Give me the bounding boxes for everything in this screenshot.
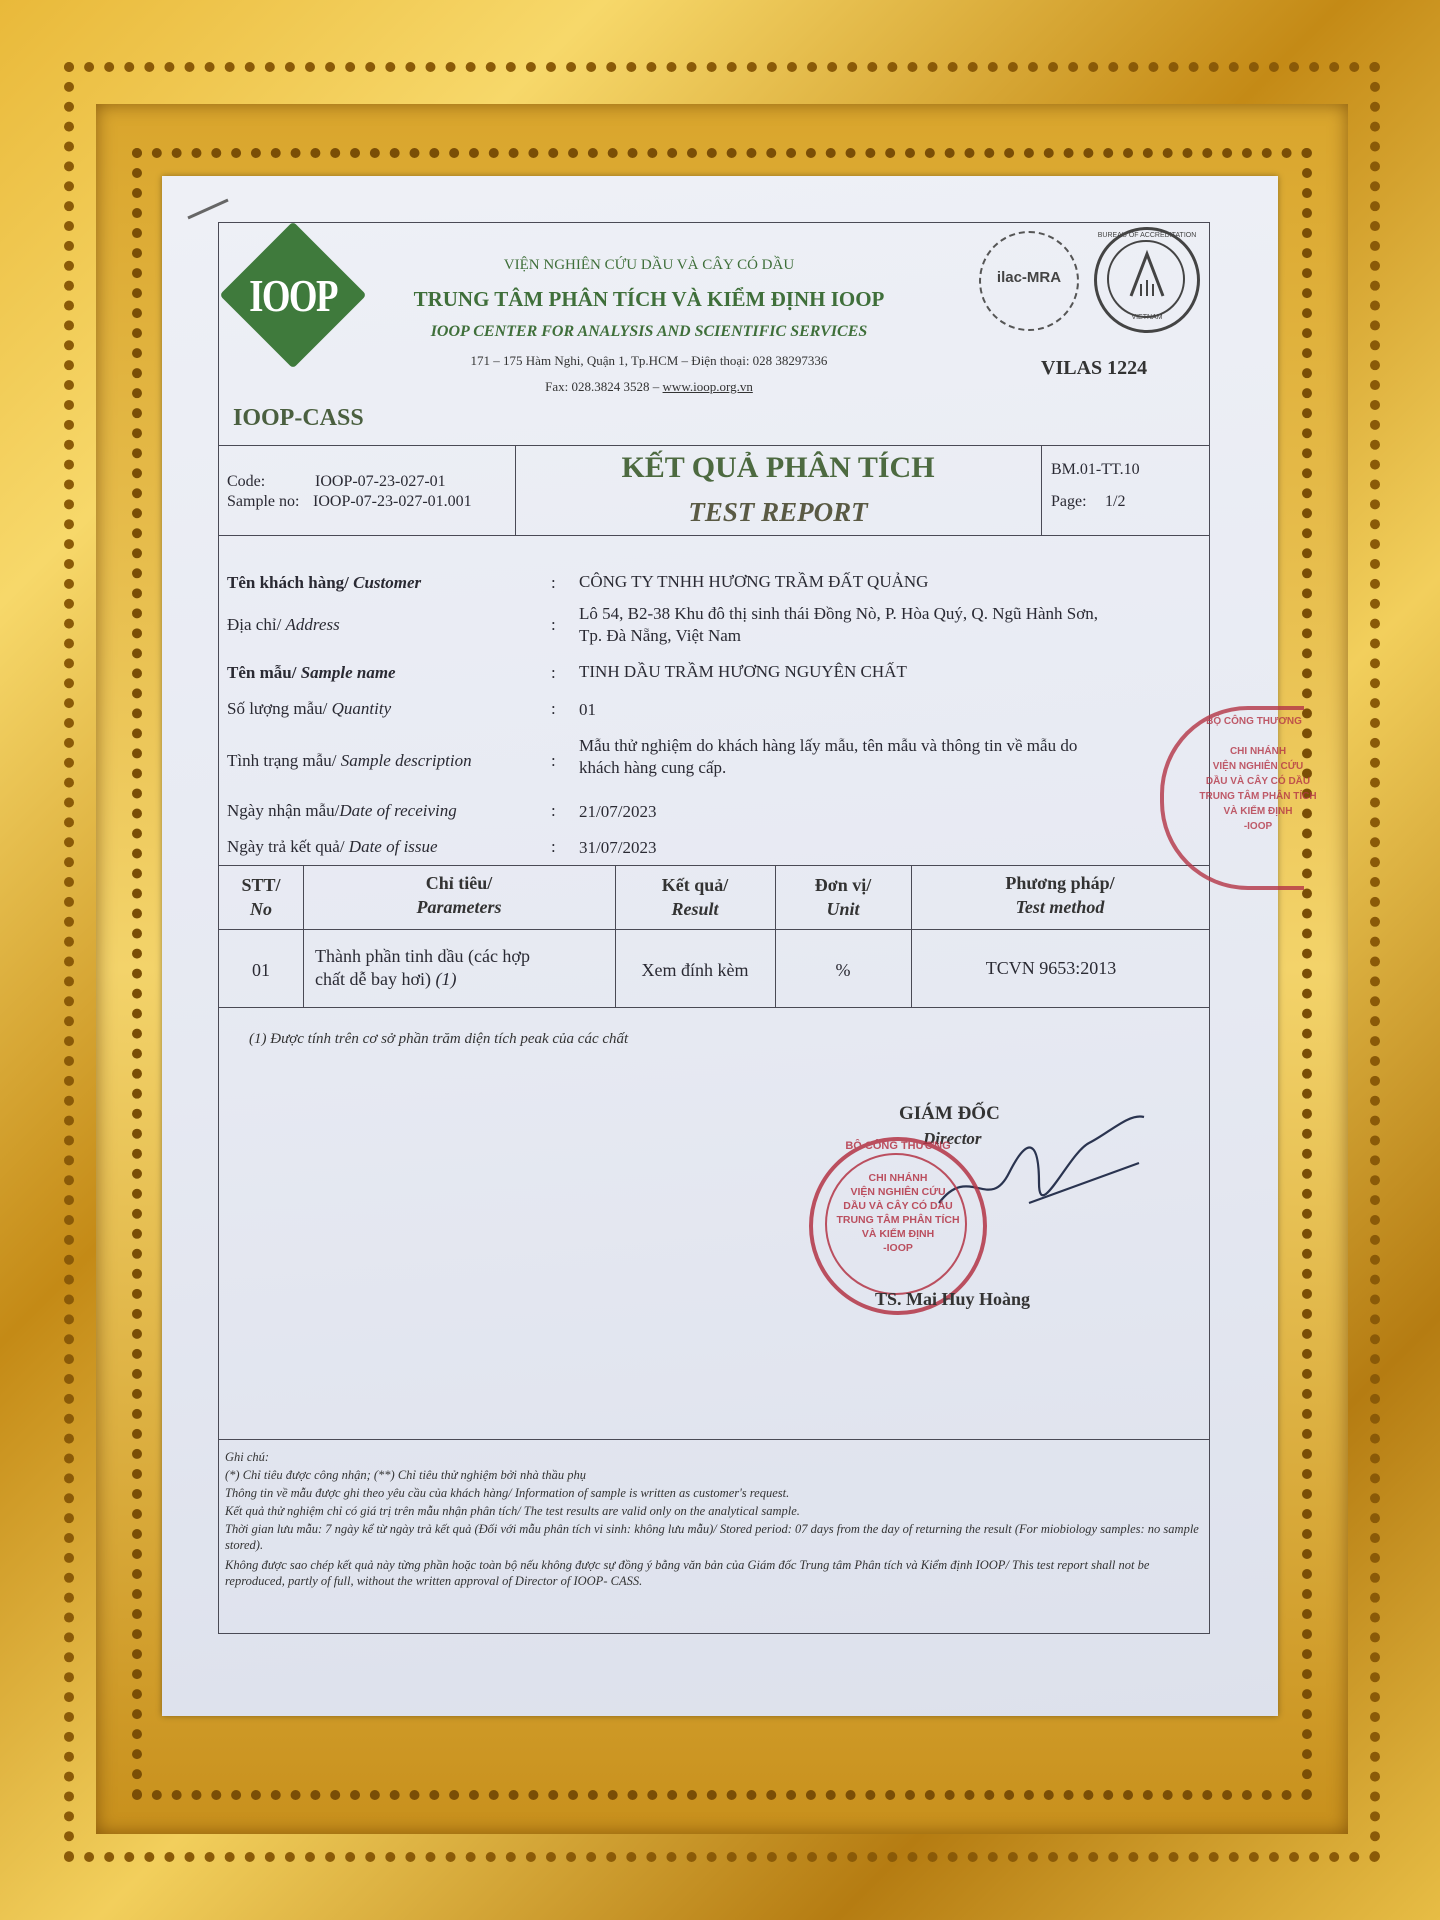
notes-title: Ghi chú:: [225, 1450, 270, 1464]
info-label-address: Địa chỉ/ Address: [227, 615, 340, 634]
form-code: BM.01-TT.10: [1051, 461, 1140, 478]
table-cell-method: TCVN 9653:2013: [985, 958, 1117, 978]
code-value: IOOP-07-23-027-01: [315, 473, 446, 490]
bureau-of-accreditation-logo: [1094, 227, 1200, 333]
ilac-mra-text: ilac-MRA: [996, 269, 1062, 286]
info-label-date-receiving: Ngày nhận mẫu/Date of receiving: [227, 801, 457, 820]
page-label: Page:: [1051, 493, 1087, 510]
logo-text: IOOP: [249, 270, 337, 321]
table-cell-result: Xem đính kèm: [641, 960, 749, 980]
notes-line-4: Thời gian lưu mẫu: 7 ngày kể từ ngày trả kết quả (Đối với mẫu phân tích vi sinh: không lưu mẫu)/ Stored period: 07 days from the day of returning the result (For miobiology samples: no sample stored).: [225, 1522, 1199, 1552]
info-value-customer: CÔNG TY TNHH HƯƠNG TRẦM ĐẤT QUẢNG: [579, 572, 929, 591]
edge-stamp-center-text: CHI NHÁNH VIỆN NGHIÊN CỨU DẦU VÀ CÂY CÓ DẦU TRUNG TÂM PHÂN TÍCH VÀ KIỂM ĐỊNH -IOOP: [1199, 746, 1317, 832]
notes-line-3: Kết quả thử nghiệm chỉ có giá trị trên mẫu nhận phân tích/ The test results are valid only on the analytical sample.: [225, 1504, 800, 1518]
center-name-en: IOOP CENTER FOR ANALYSIS AND SCIENTIFIC SERVICES: [430, 323, 868, 340]
pencil-mark-icon: [184, 194, 234, 224]
notes-line-5: Không được sao chép kết quả này từng phần hoặc toàn bộ nếu không được sự đồng ý bằng văn bản của Giám đốc Trung tâm Phân tích và Kiểm định IOOP/ This test report shall not be reproduced, partly of full, without the written approval of Director of IOOP- CASS.: [225, 1558, 1150, 1588]
center-address: 171 – 175 Hàm Nghi, Quận 1, Tp.HCM – Điện thoại: 028 38297336: [470, 353, 828, 368]
director-name: TS. Mai Huy Hoàng: [875, 1289, 1031, 1309]
accreditation-triangle-icon: [1127, 250, 1167, 300]
notes-line-2: Thông tin về mẫu được ghi theo yêu cầu của khách hàng/ Information of sample is written as customer's request.: [225, 1486, 790, 1500]
fax-number: Fax: 028.3824 3528 –: [545, 379, 663, 394]
institute-name: VIỆN NGHIÊN CỨU DẦU VÀ CÂY CÓ DẦU: [503, 257, 795, 273]
code-label: Code:: [227, 473, 266, 490]
table-header-no: STT/ No: [241, 875, 281, 919]
ioop-cass-label: IOOP-CASS: [233, 405, 364, 431]
report-title-vi: KẾT QUẢ PHÂN TÍCH: [621, 451, 935, 484]
table-footnote: (1) Được tính trên cơ sở phần trăm diện tích peak của các chất: [249, 1031, 629, 1047]
info-label-sample-description: Tình trạng mẫu/ Sample description: [227, 751, 472, 770]
center-name-vi: TRUNG TÂM PHÂN TÍCH VÀ KIỂM ĐỊNH IOOP: [413, 287, 885, 311]
boa-ring-text: BUREAU OF ACCREDITATION: [1097, 232, 1197, 239]
table-cell-unit: %: [835, 960, 851, 980]
table-header-test-method: Phương pháp/ Test method: [1005, 873, 1115, 917]
table-header-unit: Đơn vị/ Unit: [814, 875, 872, 919]
sample-no-value: IOOP-07-23-027-01.001: [313, 493, 472, 510]
edge-stamp-ring-text: BỘ CÔNG THƯƠNG: [1206, 716, 1302, 727]
sample-no-label: Sample no:: [227, 493, 300, 510]
page-value: 1/2: [1105, 493, 1126, 510]
info-label-date-issue: Ngày trả kết quả/ Date of issue: [227, 837, 438, 856]
info-value-sample-description: Mẫu thử nghiệm do khách hàng lấy mẫu, tên mẫu và thông tin về mẫu do khách hàng cung cấp.: [579, 736, 1078, 777]
info-label-sample-name: Tên mẫu/ Sample name: [227, 663, 396, 682]
info-value-date-receiving: 21/07/2023: [579, 802, 657, 821]
notes-line-1: (*) Chỉ tiêu được công nhận; (**) Chỉ tiêu thử nghiệm bởi nhà thầu phụ: [225, 1468, 586, 1482]
info-label-quantity: Số lượng mẫu/ Quantity: [227, 699, 392, 718]
info-value-sample-name: TINH DẦU TRẦM HƯƠNG NGUYÊN CHẤT: [579, 662, 907, 681]
stamp-ring-text: BỘ CÔNG THƯƠNG: [845, 1140, 951, 1152]
info-value-date-issue: 31/07/2023: [579, 838, 657, 857]
vilas-number: VILAS 1224: [1041, 357, 1148, 379]
stamp-center-text: CHI NHÁNH VIỆN NGHIÊN CỨU DẦU VÀ CÂY CÓ DẦU TRUNG TÂM PHÂN TÍCH VÀ KIỂM ĐỊNH -IOOP: [836, 1172, 960, 1254]
table-cell-no: 01: [252, 960, 270, 980]
info-value-quantity: 01: [579, 700, 596, 719]
ilac-mra-logo: [979, 231, 1079, 331]
director-title-vi: GIÁM ĐỐC: [899, 1103, 1000, 1124]
report-title-en: TEST REPORT: [688, 497, 868, 527]
center-fax-line: [339, 379, 959, 395]
table-header-result: Kết quả/ Result: [661, 875, 729, 919]
info-label-customer: Tên khách hàng/ Customer: [227, 573, 422, 592]
table-cell-parameter: Thành phần tinh dầu (các hợp chất dễ bay hơi) (1): [315, 946, 530, 989]
table-header-parameters: Chỉ tiêu/ Parameters: [416, 873, 502, 917]
director-title-en: Director: [923, 1129, 982, 1148]
info-value-address: Lô 54, B2-38 Khu đô thị sinh thái Đồng Nò, P. Hòa Quý, Q. Ngũ Hành Sơn, Tp. Đà Nẵng, Việt Nam: [579, 604, 1098, 645]
test-report-document: IOOP VIỆN NGHIÊN CỨU DẦU VÀ CÂY CÓ DẦU TRUNG TÂM PHÂN TÍCH VÀ KIỂM ĐỊNH IOOP IOOP CENTER FOR ANALYSIS AND SCIENTIFIC SERVICES 171 – 175 Hàm Nghi, Quận 1, Tp.HCM – Điện thoại: 028 38297336 Fax: 028.3824 3528 – www.ioop.org.vn IOOP-CASS ilac-MRA BUREAU OF ACCREDITATION VIETNAM VILAS 1224 Code: IOOP-07-23-027-01 Sample no: IOOP-07-23-027-01.001 KẾT QUẢ PHÂN TÍCH TEST REPORT BM.01-TT.10 Page: 1/2 Tên khách hàng/ Customer : CÔNG TY TNHH HƯƠNG TRẦM ĐẤT QUẢNG Địa chỉ/ Address : Lô 54, B2-38 Khu đô thị sinh thái Đồng Nò, P. Hòa Quý, Q. Ngũ Hành Sơn, Tp. Đà Nẵng, Việt Nam Tên mẫu/ Sample name : TINH DẦU TRẦM HƯƠNG NGUYÊN CHẤT Số lượng mẫu/ Quantity : 01 Tình trạng mẫu/ Sample description : Mẫu thử nghiệm do khách hàng lấy mẫu, tên mẫu và thông tin về mẫu do khách hàng cung cấp. Ngày nhận mẫu/Date of receiving : 21/07/2023 Ngày trả kết quả/ Date of issue : 31/07/2023 STT/ No Chỉ tiêu/ Parameters Kết quả/ Result Đơn vị/ Unit Phương pháp/ Test method 01 Thành phần tinh dầu (các hợp chất dễ bay hơi) (1) Xem đính kèm % TCVN 9653:2013 (1) Được tính trên cơ sở phần trăm diện tích peak của các chất GIÁM ĐỐC Director BỘ CÔNG THƯƠNG CHI NHÁNH VIỆN NGHIÊN CỨU DẦU VÀ CÂY CÓ DẦU TRUNG TÂM PHÂN TÍCH VÀ KIỂM ĐỊNH -IOOP TS. Mai Huy Hoàng Ghi chú: (*) Chỉ tiêu được công nhận; (**) Chỉ tiêu thử nghiệm bởi nhà thầu phụ Thông tin về mẫu được ghi theo yêu cầu của khách hàng/ Information of sample is written as customer's request. Kết quả thử nghiệm chỉ có giá trị trên mẫu nhận phân tích/ The test results are valid only on the analytical sample. Thời gian lưu mẫu: 7 ngày kể từ ngày trả kết quả (Đối với mẫu phân tích vi sinh: không lưu mẫu)/ Stored period: 07 days from the day of returning the result (For miobiology samples: no sample stored). Không được sao chép kết quả này từng phần hoặc toàn bộ nếu không được sự đồng ý bằng văn bản của Giám đốc Trung tâm Phân tích và Kiểm định IOOP/ This test report shall not be reproduced, partly of full, without the written approval of Director of IOOP- CASS.: [218, 222, 1210, 1634]
website-link[interactable]: www.ioop.org.vn: [662, 379, 753, 394]
boa-country-text: VIETNAM: [1131, 314, 1163, 321]
